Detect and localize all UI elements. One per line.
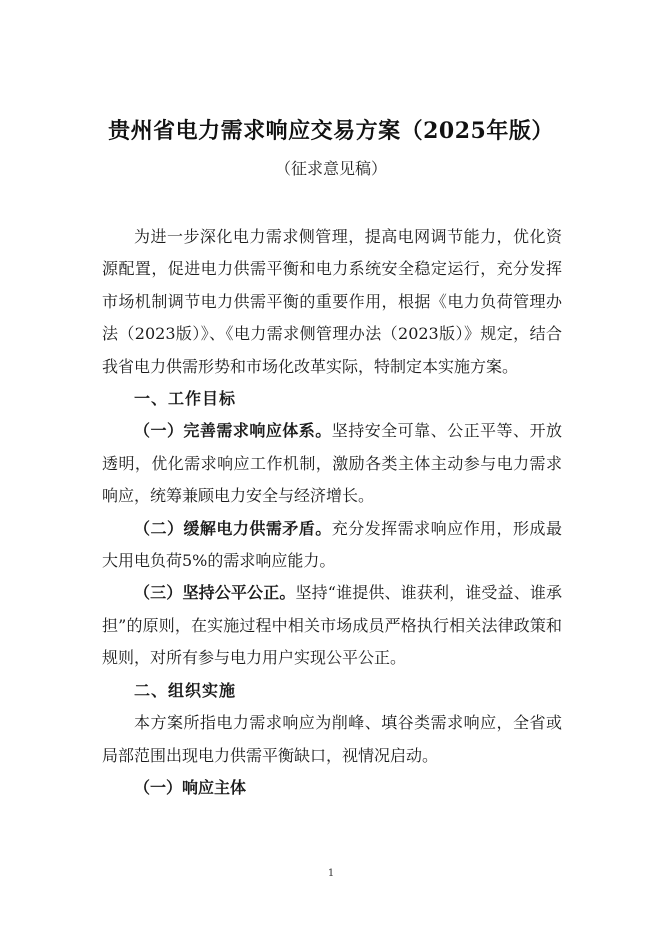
goal-item-3-text: 坚持“谁提供、谁获利，谁受益、谁承担”的原则，在实施过程中相关市场成员严格执行相关法律政策和规则，对所有参与电力用户实现公平公正。 [102,583,562,668]
goal-item-1 [102,415,562,512]
section-heading-implementation: 二、组织实施 [134,680,237,700]
page-number: 1 [327,868,335,879]
goal-item-1-text: 坚持安全可靠、公正平等、开放透明，优化需求响应工作机制，激励各类主体主动参与电力需求响应，统筹兼顾电力安全与经济增长。 [102,421,562,506]
section-heading-goals: 一、工作目标 [134,389,237,409]
subsection-heading-response-subject: （一）响应主体 [134,777,247,797]
goal-item-2 [102,513,562,578]
goal-item-1-lead: （一）完善需求响应体系。 [134,421,332,441]
goal-item-2-text: 充分发挥需求响应作用，形成最大用电负荷5%的需求响应能力。 [102,518,562,571]
goal-item-3-lead: （三）坚持公平公正。 [134,583,296,603]
document-body [102,221,562,804]
document-subtitle: （征求意见稿） [274,159,387,178]
goal-item-3 [102,577,562,674]
document-title: 贵州省电力需求响应交易方案（2025年版） [108,118,554,144]
intro-paragraph: 为进一步深化电力需求侧管理，提高电网调节能力，优化资源配置，促进电力供需平衡和电力系统安全稳定运行，充分发挥市场机制调节电力供需平衡的重要作用，根据《电力负荷管理办法（2023版）》、《电力需求侧管理办法（2023版）》规定，结合我省电力供需形势和市场化改革实际，特制定本实施方案。 [102,227,562,376]
implementation-paragraph: 本方案所指电力需求响应为削峰、填谷类需求响应，全省或局部范围出现电力供需平衡缺口，视情况启动。 [102,713,562,765]
goal-item-2-lead: （二）缓解电力供需矛盾。 [134,518,332,538]
